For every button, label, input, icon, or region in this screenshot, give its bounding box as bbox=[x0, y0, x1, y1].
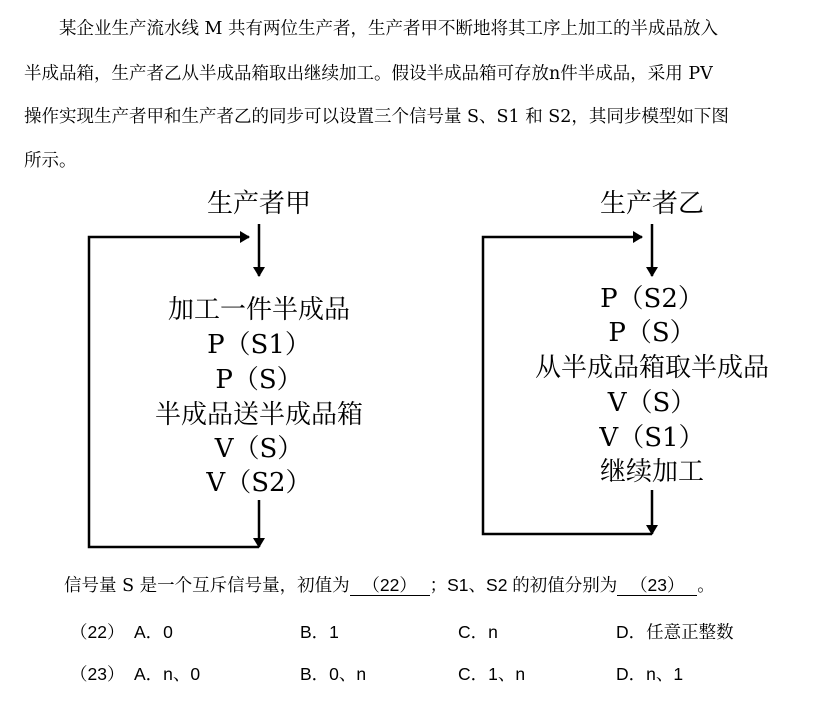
option-number-22: （22） bbox=[70, 622, 125, 642]
answer-blank-22: （22） bbox=[350, 575, 430, 596]
answer-blank-23: （23） bbox=[617, 575, 697, 596]
producer-b-loop-line bbox=[483, 237, 652, 534]
sync-model-diagram bbox=[0, 180, 826, 560]
option-23-d[interactable]: D．n、1 bbox=[616, 664, 684, 684]
producer-b-flow bbox=[483, 189, 769, 534]
producer-b-step-5: V（S1） bbox=[599, 423, 705, 453]
option-23-b[interactable]: B．0、n bbox=[300, 664, 367, 684]
question-part-2: ；S1、S2 的初值分别为 bbox=[429, 575, 618, 595]
problem-line-2: 半成品箱，生产者乙从半成品箱取出继续加工。假设半成品箱可存放n件半成品，采用 PV bbox=[24, 64, 713, 84]
question-part-1: 信号量 S 是一个互斥信号量，初值为 bbox=[64, 576, 350, 596]
producer-a-step-2: P（S1） bbox=[207, 330, 311, 360]
question-sentence bbox=[64, 572, 824, 597]
producer-a-step-6: V（S2） bbox=[206, 468, 312, 498]
problem-line-3: 操作实现生产者甲和生产者乙的同步可以设置三个信号量 S、S1 和 S2，其同步模型如下图 bbox=[24, 107, 729, 127]
producer-b-step-3: 从半成品箱取半成品 bbox=[534, 353, 770, 383]
producer-a-step-4: 半成品送半成品箱 bbox=[154, 400, 364, 430]
problem-line-1: 某企业生产流水线 M 共有两位生产者，生产者甲不断地将其工序上加工的半成品放入 bbox=[24, 19, 719, 39]
option-22-b[interactable]: B．1 bbox=[300, 622, 339, 642]
producer-a-step-3: P（S） bbox=[215, 365, 303, 395]
producer-b-step-2: P（S） bbox=[608, 318, 696, 348]
option-22-d[interactable]: D．任意正整数 bbox=[616, 622, 734, 642]
producer-a-flow bbox=[89, 189, 363, 547]
option-22-a[interactable]: A．0 bbox=[134, 622, 173, 642]
problem-line-4: 所示。 bbox=[24, 151, 77, 171]
question-part-3: 。 bbox=[697, 576, 715, 596]
producer-b-step-6: 继续加工 bbox=[599, 457, 705, 487]
option-22-c[interactable]: C．n bbox=[458, 622, 498, 642]
producer-b-step-1: P（S2） bbox=[600, 284, 704, 314]
option-number-23: （23） bbox=[70, 664, 125, 684]
producer-a-title: 生产者甲 bbox=[206, 189, 312, 219]
producer-a-step-5: V（S） bbox=[214, 434, 304, 464]
option-23-c[interactable]: C．1、n bbox=[458, 664, 526, 684]
producer-a-step-1: 加工一件半成品 bbox=[167, 295, 351, 325]
producer-b-title: 生产者乙 bbox=[599, 189, 705, 219]
producer-b-step-4: V（S） bbox=[607, 388, 697, 418]
option-23-a[interactable]: A．n、0 bbox=[134, 664, 201, 684]
